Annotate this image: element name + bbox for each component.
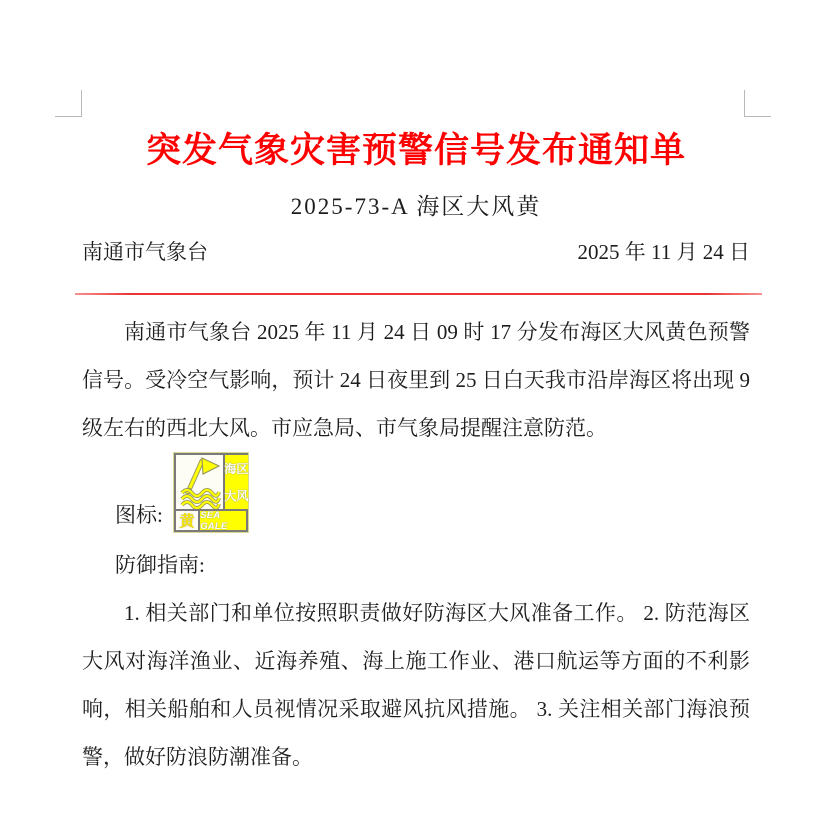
warning-body-paragraph: 南通市气象台 2025 年 11 月 24 日 09 时 17 分发布海区大风黄色预警信号。受冷空气影响，预计 24 日夜里到 25 日白天我市沿岸海区将出现 9 级左右的西北大风。市应急局、市气象局提醒注意防范。 [82,320,756,440]
cn-char-feng: 风 [236,488,249,503]
sea-gale-english-label: SEA GALE [200,509,228,532]
sea-gale-yellow-warning-icon [173,452,249,533]
cn-char-da: 大 [224,488,237,503]
defense-guidelines-paragraph: 1. 相关部门和单位按照职责做好防海区大风准备工作。 2. 防范海区大风对海洋渔业、近海养殖、海上施工作业、港口航运等方面的不利影响，相关船舶和人员视情况采取避风抗风措施。 3. 关注相关部门海浪预警，做好防浪防潮准备。 [82,601,750,769]
document-content [82,0,756,781]
issuing-agency: 南通市气象台 [82,240,208,264]
cn-char-qu: 区 [236,461,249,476]
icon-label: 图标: [115,503,163,527]
warning-icon-top-row [176,455,249,509]
text-boundary-mark-left [55,90,82,117]
gale-flag-waves-icon [176,455,223,509]
icon-row [115,452,750,533]
red-divider-line [75,293,762,295]
cn-char-hai: 海 [224,461,237,476]
document-title: 突发气象灾害预警信号发布通知单 [145,131,686,170]
level-char-huang: 黄 [179,513,195,530]
issue-date: 2025 年 11 月 24 日 [577,240,750,264]
issuer-date-row [82,240,750,265]
warning-level-yellow-panel [176,511,198,530]
sea-gale-chinese-panel [225,455,248,509]
warning-icon-bottom-row [176,511,246,530]
defense-guide-label: 防御指南: [115,553,205,577]
warning-signal-number: 2025-73-A 海区大风黄 [290,194,542,219]
sea-gale-english-panel [200,511,246,530]
gale-flag-panel [176,455,223,509]
